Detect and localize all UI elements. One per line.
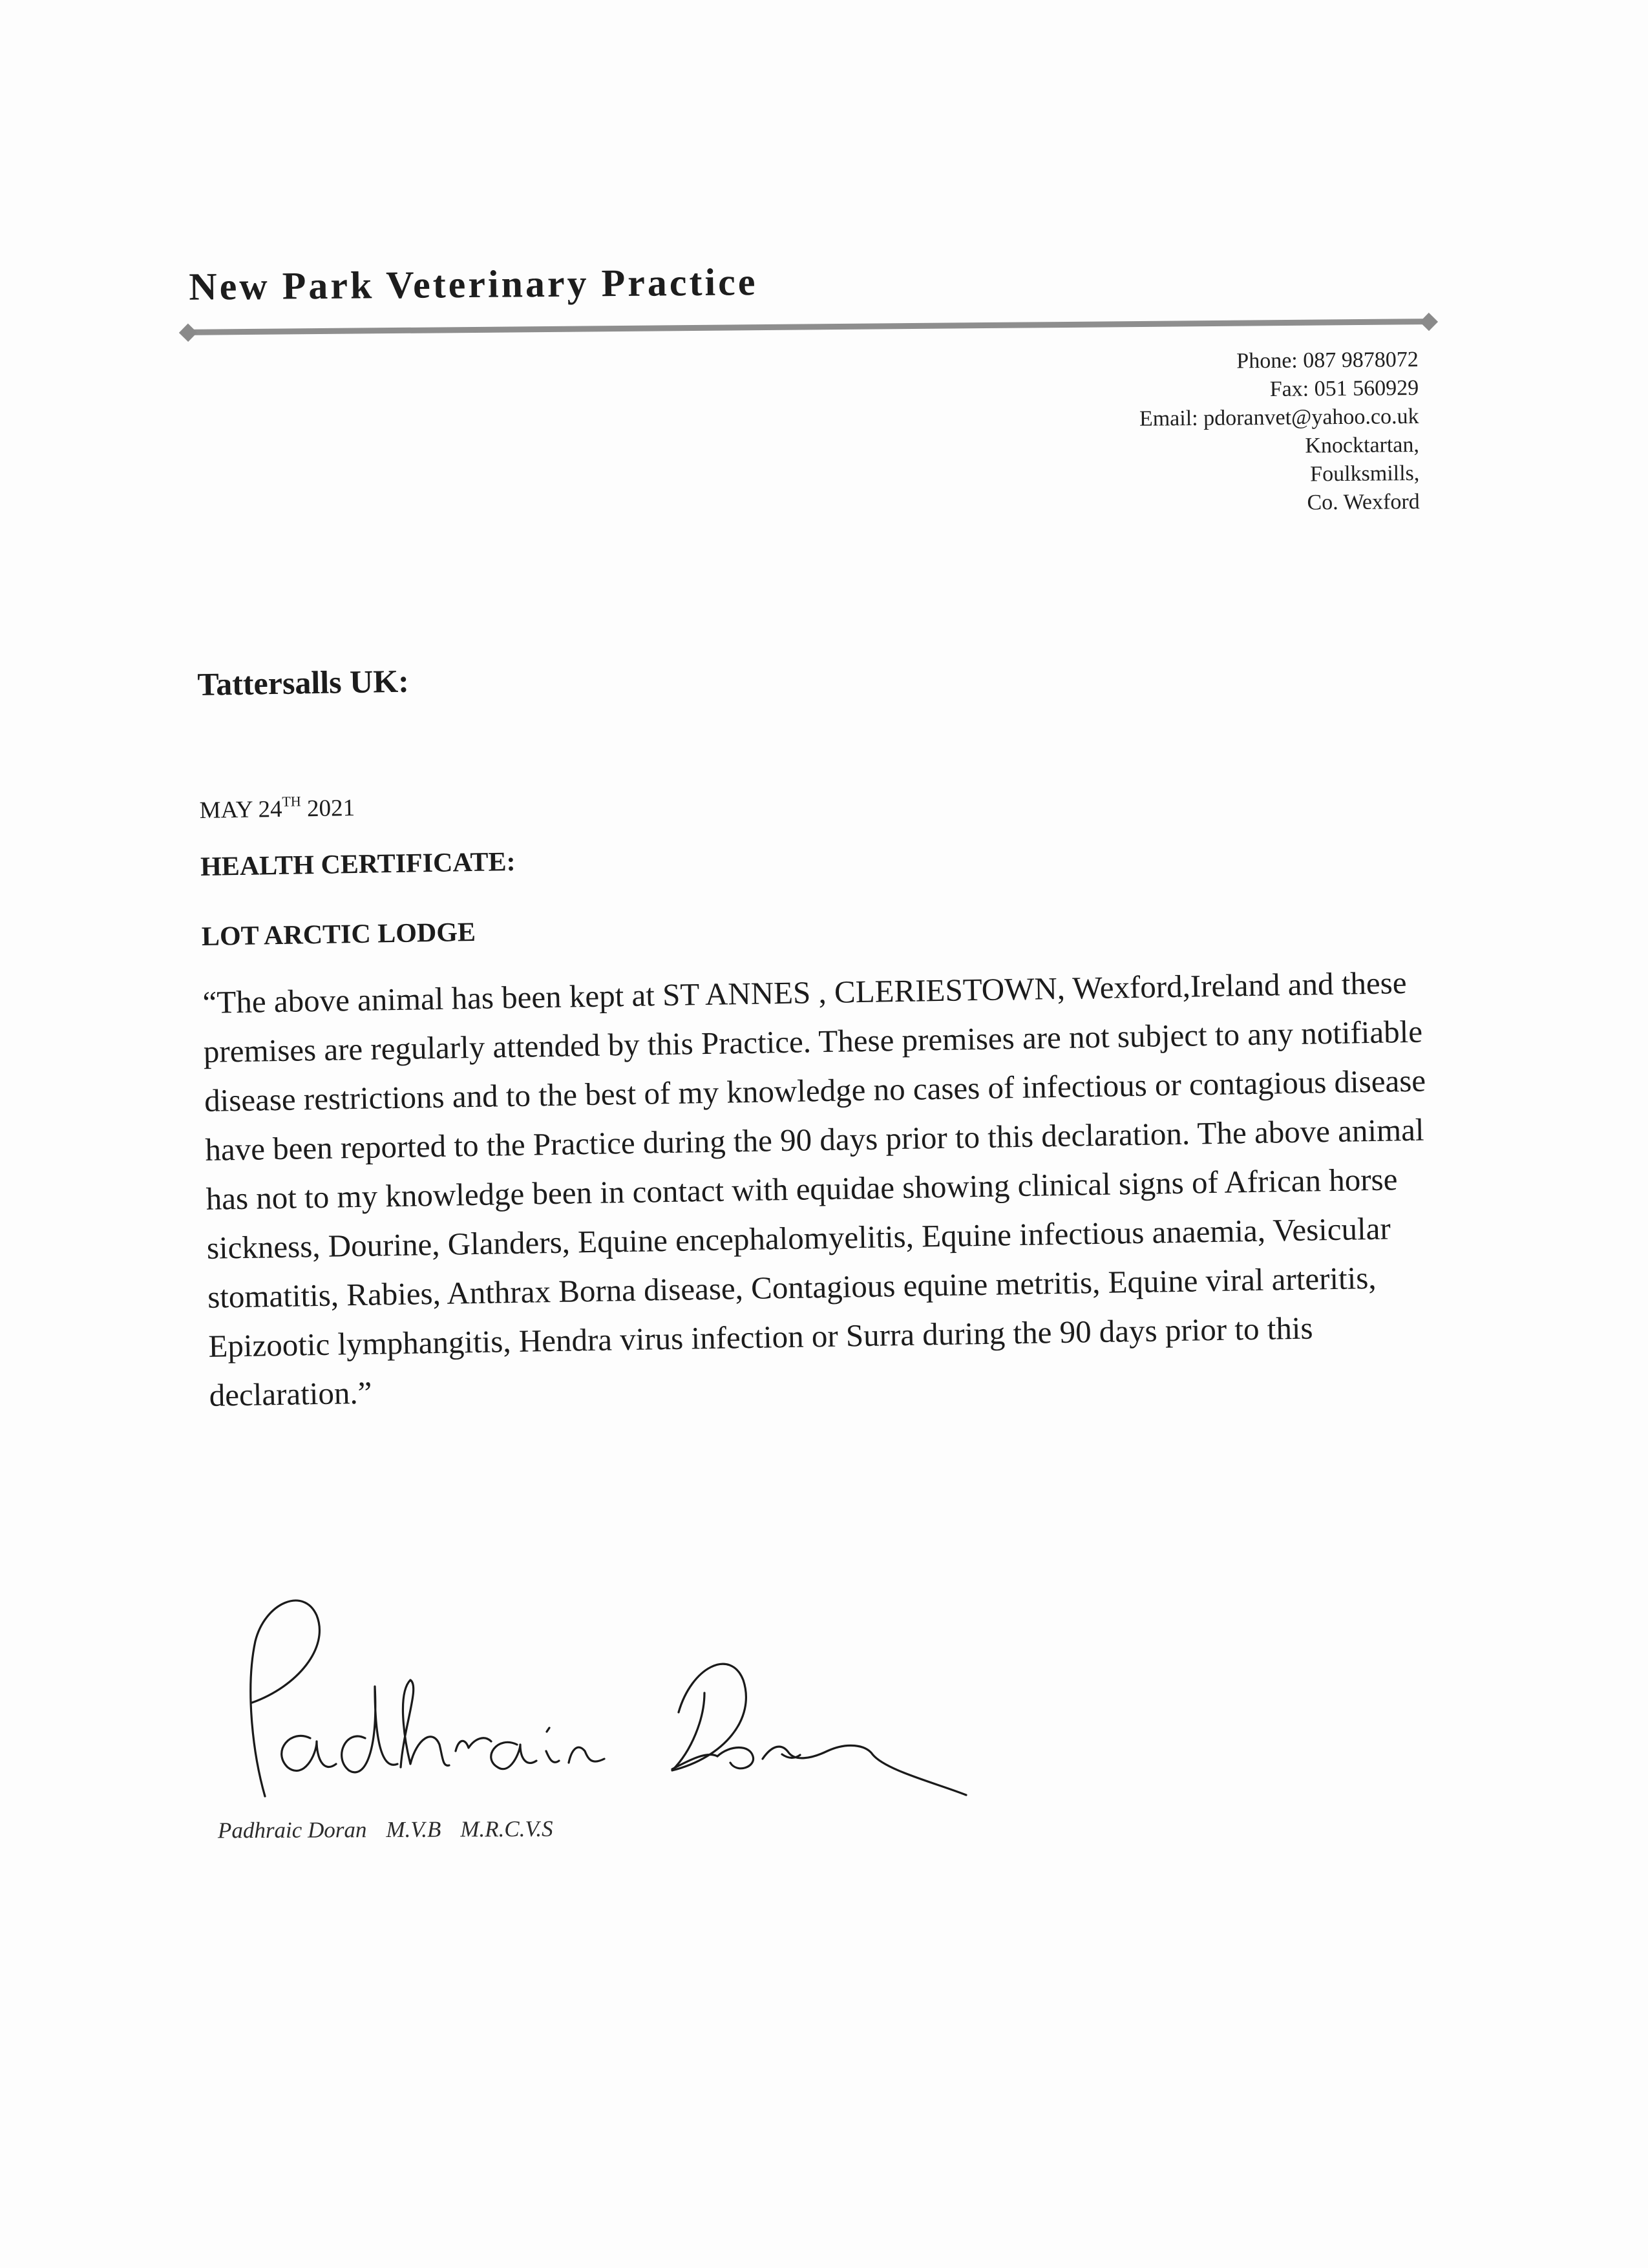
lot-title: LOT ARCTIC LODGE (201, 917, 476, 952)
handwritten-signature (226, 1590, 969, 1822)
letterhead-rule (188, 319, 1429, 335)
date-suffix: TH (282, 793, 301, 810)
signatory-qualification-mvb: M.V.B (386, 1816, 441, 1842)
contact-email: Email: pdoranvet@yahoo.co.uk (1139, 404, 1420, 431)
signature-icon (226, 1590, 969, 1822)
signatory-qualification-mrcvs: M.R.C.V.S (460, 1816, 553, 1842)
contact-address-line-2: Foulksmills, (1310, 461, 1420, 487)
contact-address-line-1: Knocktartan, (1305, 432, 1420, 458)
contact-address-line-3: Co. Wexford (1307, 489, 1421, 515)
recipient: Tattersalls UK: (197, 662, 410, 702)
signatory-name: Padhraic Doran (217, 1817, 367, 1843)
certificate-heading: HEALTH CERTIFICATE: (200, 846, 516, 882)
contact-fax: Fax: 051 560929 (1269, 375, 1419, 402)
rule-diamond-right-icon (1420, 313, 1438, 331)
rule-diamond-left-icon (179, 324, 197, 342)
letterhead (174, 247, 1442, 355)
letter-body (197, 645, 1437, 1420)
certificate-date (199, 776, 1427, 824)
contact-phone: Phone: 087 9878072 (1236, 347, 1419, 373)
signatory (218, 1816, 553, 1844)
date-month-day: MAY 24 (199, 795, 282, 824)
contact-block (1139, 346, 1420, 519)
practice-name: New Park Veterinary Practice (189, 260, 758, 308)
date-year: 2021 (306, 794, 355, 823)
declaration-text: “The above animal has been kept at ST ANNES , CLERIESTOWN, Wexford,Ireland and these premises are regularly attended by this Practice. These premises are not subject to any notifiable disease restrictions and to the best of my knowledge no cases of infectious or contagious disease have been reported to the Practice during the 90 days prior to this declaration. The above animal has not to my knowledge been in contact with equidae showing clinical signs of African horse sickness, Dourine, Glanders, Equine encephalomyelitis, Equine infectious anaemia, Vesicular stomatitis, Rabies, Anthrax Borna disease, Contagious equine metritis, Equine viral arteritis, Epizootic lymphangitis, Hendra virus infection or Surra during the 90 days prior to this declaration.” (202, 965, 1426, 1413)
